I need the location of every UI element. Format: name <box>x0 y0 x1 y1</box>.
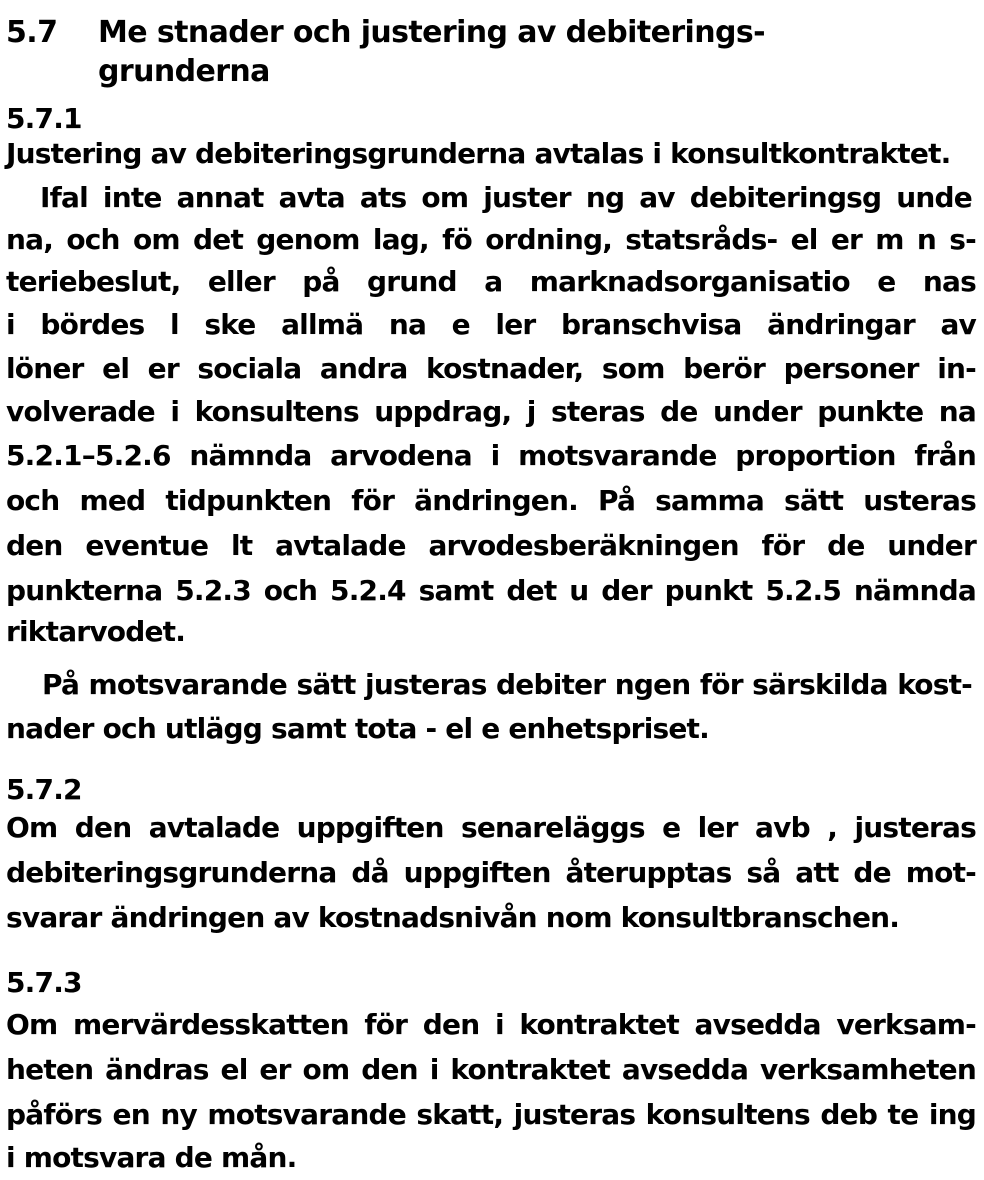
paragraph-line: 5.2.1–5.2.6 nämnda arvodena i motsvarande proportion från <box>6 439 976 472</box>
paragraph-line: och med tidpunkten för ändringen. På samma sätt usteras <box>6 484 976 517</box>
paragraph-line: På motsvarande sätt justeras debiter ngen för särskilda kost- <box>42 668 972 701</box>
paragraph-line: i bördes l ske allmä na e ler branschvisa ändringar av <box>6 308 976 341</box>
paragraph-line: punkterna 5.2.3 och 5.2.4 samt det u der punkt 5.2.5 nämnda <box>6 574 976 607</box>
paragraph-line: svarar ändringen av kostnadsnivån nom konsultbranschen. <box>6 901 900 934</box>
paragraph-line: i motsvara de mån. <box>6 1141 297 1174</box>
subsection-number-5-7-3: 5.7.3 <box>6 966 82 999</box>
paragraph-line: volverade i konsultens uppdrag, j steras de under punkte na <box>6 395 976 428</box>
paragraph-line: nader och utlägg samt tota - el e enhetspriset. <box>6 712 709 745</box>
paragraph-line: påförs en ny motsvarande skatt, justeras konsultens deb te ing <box>6 1098 976 1131</box>
paragraph-line: heten ändras el er om den i kontraktet avsedda verksamheten <box>6 1053 976 1086</box>
section-number: 5.7 <box>6 15 58 50</box>
paragraph-line: Om mervärdesskatten för den i kontraktet avsedda verksam- <box>6 1008 976 1041</box>
paragraph-line: Om den avtalade uppgiften senareläggs e ler avb , justeras <box>6 811 976 844</box>
paragraph-line: Ifal inte annat avta ats om juster ng av debiteringsg unde <box>40 181 972 214</box>
subsection-number-5-7-2: 5.7.2 <box>6 773 82 806</box>
paragraph-line: Justering av debiteringsgrunderna avtalas i konsultkontraktet. <box>6 137 951 170</box>
subsection-number-5-7-1: 5.7.1 <box>6 102 82 135</box>
section-title-line-1: Me stnader och justering av debiterings- <box>98 15 765 50</box>
paragraph-line: riktarvodet. <box>6 615 186 648</box>
paragraph-line: na, och om det genom lag, fö ordning, statsråds- el er m n s- <box>6 223 976 256</box>
paragraph-line: teriebeslut, eller på grund a marknadsorganisatio e nas <box>6 265 976 298</box>
paragraph-line: den eventue lt avtalade arvodesberäkningen för de under <box>6 529 976 562</box>
paragraph-line: debiteringsgrunderna då uppgiften återupptas så att de mot- <box>6 856 976 889</box>
paragraph-line: löner el er sociala andra kostnader, som berör personer in- <box>6 352 976 385</box>
section-title-line-2: grunderna <box>98 54 270 89</box>
